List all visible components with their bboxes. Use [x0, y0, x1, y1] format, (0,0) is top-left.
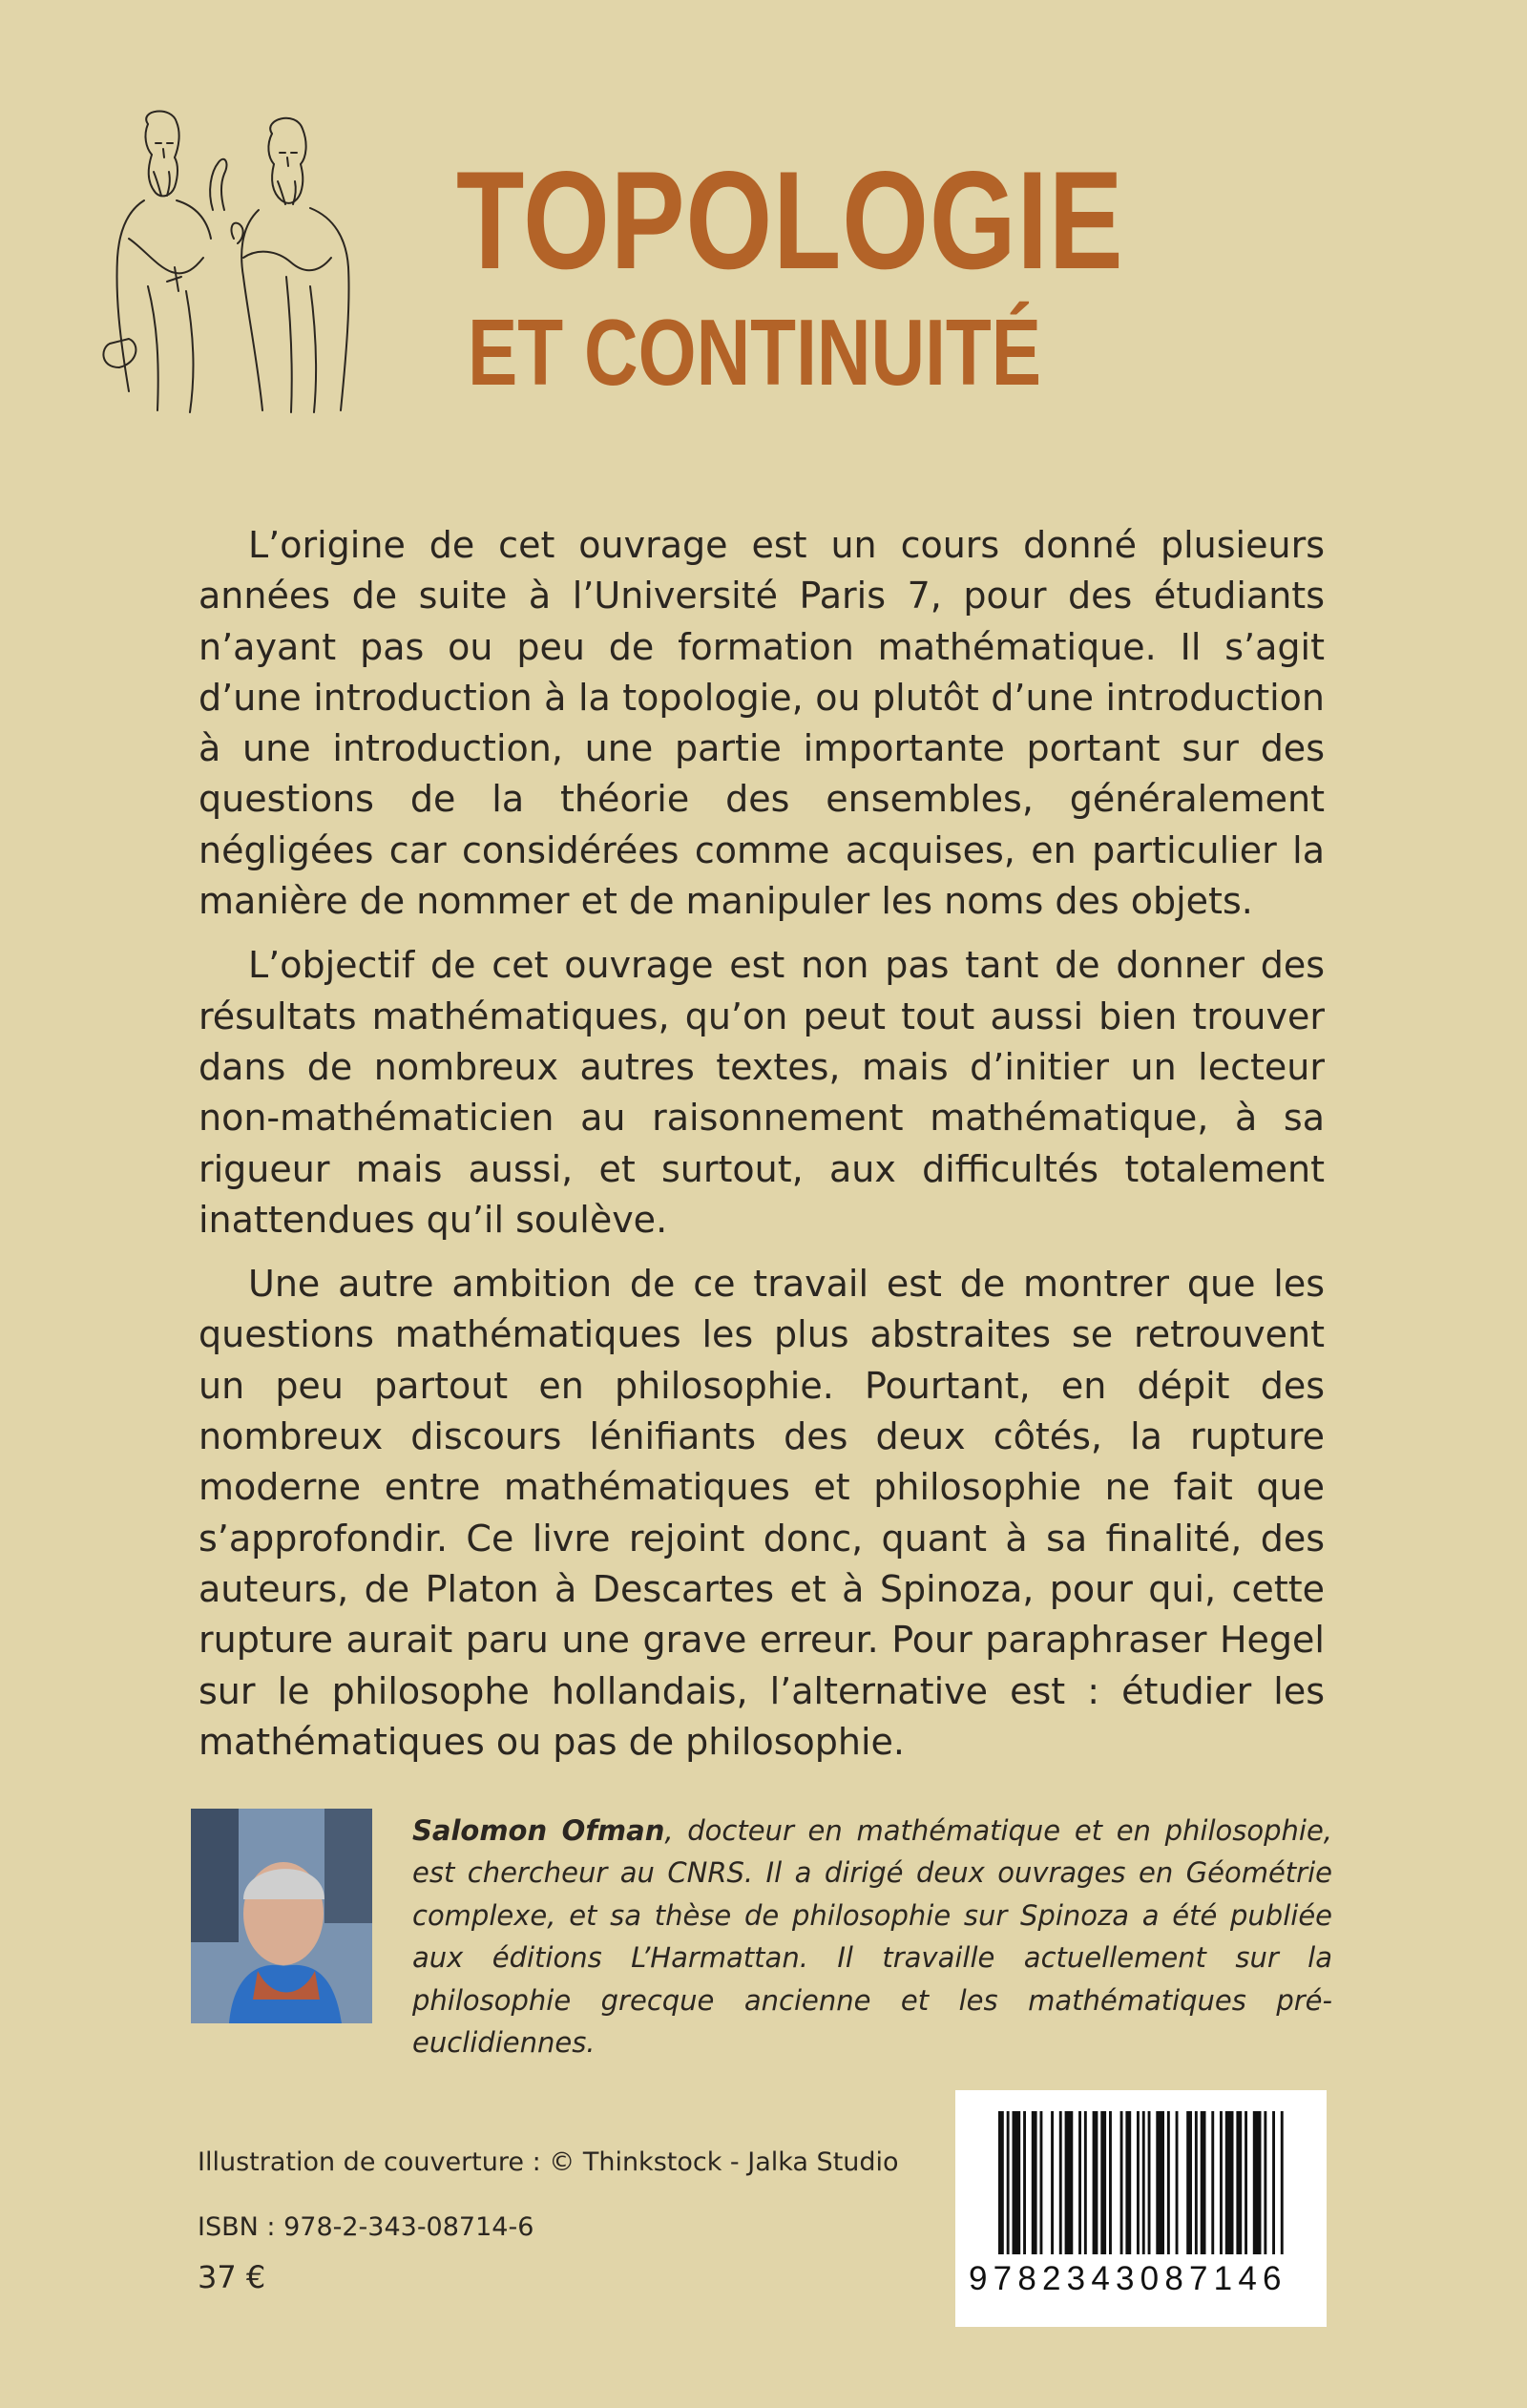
book-title: TOPOLOGIE: [456, 142, 1124, 298]
barcode-bar: [1281, 2111, 1284, 2254]
author-portrait-icon: [191, 1809, 372, 2023]
barcode: [955, 2090, 1327, 2327]
barcode-bar: [1245, 2111, 1247, 2254]
author-bio: [412, 1810, 1332, 2063]
author-photo: [191, 1809, 372, 2023]
barcode-bar: [1023, 2111, 1026, 2254]
barcode-bar: [1137, 2111, 1140, 2254]
blurb-paragraph: Une autre ambition de ce travail est de montrer que les questions mathématiques les plus abstraites se retrouvent un peu partout en philosophie. Pourtant, en dépit des nombreux discours lénifiants des deux côtés, la rupture moderne entre mathématiques et philosophie ne fait que s’approfondir. Ce livre rejoint donc, quant à sa finalité, des auteurs, de Platon à Descartes et à Spinoza, pour qui, cette rupture aurait paru une grave erreur. Pour paraphraser Hegel sur le philosophe hollandais, l’alternative est : étudier les mathématiques ou pas de philosophie.: [199, 1263, 1325, 1763]
left-philosopher-figure: [103, 111, 226, 412]
barcode-bar: [1253, 2111, 1262, 2254]
barcode-bar: [1051, 2111, 1054, 2254]
barcode-bar: [1065, 2111, 1074, 2254]
barcode-bar: [1084, 2111, 1087, 2254]
barcode-bar: [1195, 2111, 1198, 2254]
barcode-bars: [998, 2111, 1285, 2254]
barcode-bar: [1120, 2111, 1123, 2254]
barcode-bar: [1142, 2111, 1145, 2254]
barcode-bar: [1220, 2111, 1223, 2254]
barcode-bar: [1078, 2111, 1081, 2254]
barcode-bar: [1225, 2111, 1234, 2254]
barcode-bar: [1040, 2111, 1043, 2254]
barcode-bar: [998, 2111, 1004, 2254]
barcode-bar: [1125, 2111, 1131, 2254]
barcode-bar: [1059, 2111, 1062, 2254]
barcode-bar: [1186, 2111, 1192, 2254]
author-name: Salomon Ofman: [412, 1814, 665, 1847]
blurb-paragraph: L’objectif de cet ouvrage est non pas tant de donner des résultats mathématiques, qu’on peut tout aussi bien trouver dans de nombreux autres textes, mais d’initier un lecteur non-mathématicien au raisonnement mathématique, à sa rigueur mais aussi, et surtout, aux difficultés totalement inattendues qu’il soulève.: [199, 944, 1325, 1241]
barcode-bar: [1176, 2111, 1179, 2254]
barcode-bar: [1109, 2111, 1112, 2254]
book-subtitle: ET CONTINUITÉ: [468, 300, 1042, 405]
blurb-paragraph: L’origine de cet ouvrage est un cours donné plusieurs années de suite à l’Université Paris 7, pour des étudiants n’ayant pas ou peu de formation mathématique. Il s’agit d’une introduction à la topologie, ou plutôt d’une introduction à une introduction, une partie importante portant sur des questions de la théorie des ensembles, généralement négligées car considérées comme acquises, en particulier la manière de nommer et de manipuler les noms des objets.: [199, 524, 1325, 923]
barcode-bar: [1156, 2111, 1164, 2254]
barcode-bar: [1093, 2111, 1098, 2254]
author-bio-text: , docteur en mathématique et en philosophie, est chercheur au CNRS. Il a dirigé deux ouvrages en Géométrie complexe, et sa thèse de philosophie sur Spinoza a été publiée aux éditions L’Harmattan. Il travaille actuellement sur la philosophie grecque ancienne et les mathématiques pré-euclidiennes.: [412, 1814, 1333, 2060]
barcode-bar: [1013, 2111, 1021, 2254]
barcode-bar: [1148, 2111, 1151, 2254]
cover-credit: Illustration de couverture : © Thinkstock - Jalka Studio: [198, 2147, 899, 2177]
barcode-bar: [1100, 2111, 1106, 2254]
barcode-number: 9782343087146: [969, 2260, 1287, 2297]
barcode-bar: [1236, 2111, 1242, 2254]
barcode-bar: [1272, 2111, 1275, 2254]
barcode-bar: [1211, 2111, 1214, 2254]
barcode-bar: [1007, 2111, 1010, 2254]
isbn: ISBN : 978-2-343-08714-6: [198, 2212, 534, 2242]
blurb: [199, 520, 1325, 1781]
barcode-bar: [1167, 2111, 1170, 2254]
philosophers-illustration: [91, 105, 434, 429]
barcode-bar: [1032, 2111, 1037, 2254]
price: 37 €: [198, 2259, 266, 2295]
right-philosopher-figure: [232, 118, 349, 412]
barcode-bar: [1201, 2111, 1206, 2254]
barcode-bar: [1264, 2111, 1266, 2254]
